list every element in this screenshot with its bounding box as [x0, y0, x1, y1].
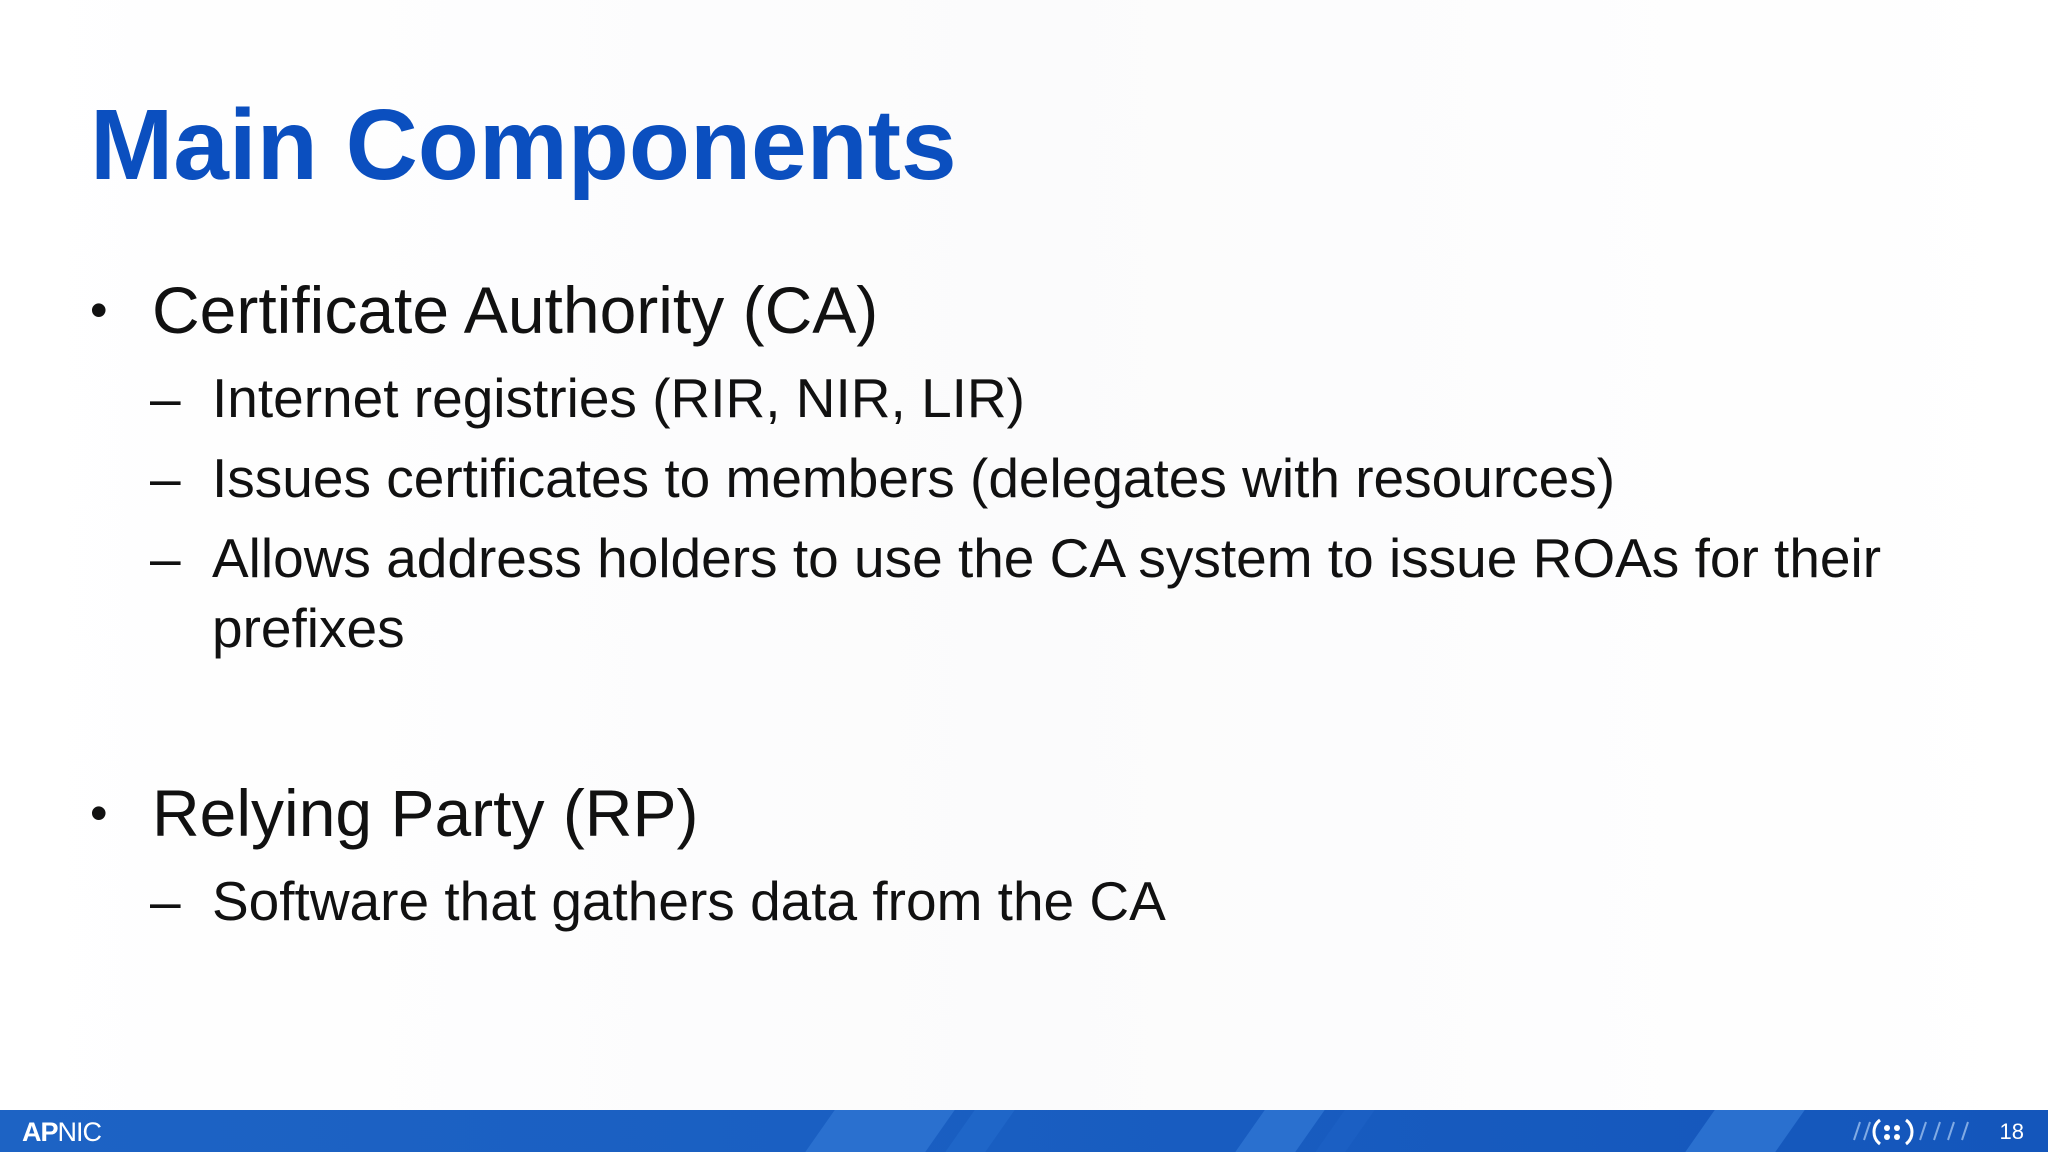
- page-number: 18: [1999, 1119, 2024, 1144]
- sub-bullet-text: Issues certificates to members (delegates with resources): [212, 447, 1616, 509]
- footer-stripe: [945, 1110, 1014, 1152]
- footer-bar: [0, 1110, 2048, 1152]
- footer-stripe: [1235, 1110, 1324, 1152]
- sub-bullet-issues-certificates: [150, 443, 1615, 513]
- apnic-wave-icon: [1850, 1114, 1980, 1148]
- dash-marker: –: [150, 870, 181, 932]
- dash-marker: –: [150, 367, 181, 429]
- slide-title: Main Components: [90, 89, 957, 201]
- sub-bullet-text: Allows address holders to use the CA system to issue ROAs for their prefixes: [212, 527, 1882, 659]
- sub-bullet-text: Software that gathers data from the CA: [212, 870, 1166, 932]
- sub-bullet-allows-address-holders: [150, 523, 2012, 663]
- footer-stripe: [1685, 1110, 1804, 1152]
- apnic-logo: [22, 1117, 101, 1147]
- bullet-heading: Certificate Authority (CA): [152, 273, 879, 347]
- logo-ap: AP: [22, 1117, 58, 1147]
- bullet-heading: Relying Party (RP): [152, 776, 699, 850]
- bullet-marker: •: [90, 282, 108, 338]
- bullet-certificate-authority: [90, 272, 878, 348]
- dash-marker: –: [150, 447, 181, 509]
- bullet-marker: •: [90, 785, 108, 841]
- dash-marker: –: [150, 527, 181, 589]
- footer-stripe: [805, 1110, 954, 1152]
- sub-bullet-text: Internet registries (RIR, NIR, LIR): [212, 367, 1025, 429]
- footer-stripe: [1315, 1110, 1374, 1152]
- sub-bullet-software-gathers: [150, 866, 1166, 936]
- bullet-relying-party: [90, 775, 698, 851]
- logo-nic: NIC: [57, 1117, 102, 1147]
- sub-bullet-internet-registries: [150, 363, 1025, 433]
